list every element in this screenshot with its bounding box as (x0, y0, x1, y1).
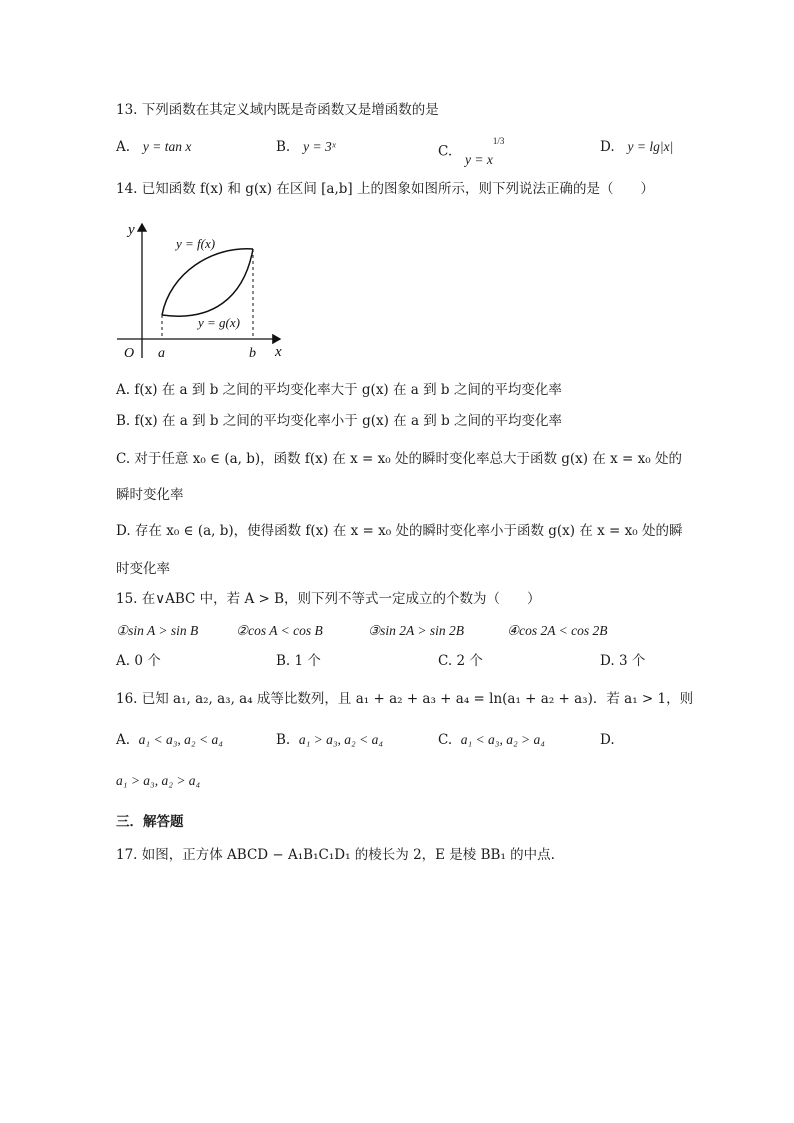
a-label: a (158, 346, 165, 361)
q17-stem: 17. 如图，正方体 ABCD − A₁B₁C₁D₁ 的棱长为 2，E 是棱 BB₁ 的中点. (116, 847, 555, 863)
q14-option-d: D. 存在 x₀ ∈ (a, b)，使得函数 f(x) 在 x = x₀ 处的瞬时变化率小于函数 g(x) 在 x = x₀ 处的瞬 (116, 523, 683, 539)
f-curve (162, 249, 253, 315)
q13-option-a (116, 138, 191, 156)
b-label: b (249, 346, 256, 361)
f-label: y = f(x) (176, 236, 216, 251)
q14-option-c: C. 对于任意 x₀ ∈ (a, b)，函数 f(x) 在 x = x₀ 处的瞬时变化率总大于函数 g(x) 在 x = x₀ 处的 (116, 451, 682, 467)
q14-option-c-cont: 瞬时变化率 (116, 487, 184, 503)
q15-option-d (600, 652, 645, 670)
g-label: y = g(x) (198, 315, 240, 330)
q14-option-b: B. f(x) 在 a 到 b 之间的平均变化率小于 g(x) 在 a 到 b 之间的平均变化率 (116, 413, 563, 429)
origin-label: O (124, 346, 135, 361)
option-expr: y = tan x (142, 139, 192, 154)
q16-option-d-expr: a₁ > a₃, a₂ > a₄ (116, 773, 201, 788)
q15-item-4: ④cos 2A < cos 2B (507, 623, 608, 638)
option-expr: y = 3ˣ (303, 139, 336, 154)
option-label: B. (276, 653, 291, 669)
q15-option-c (438, 652, 483, 670)
option-label: A. (116, 653, 131, 669)
y-axis-label: y (128, 222, 135, 238)
q16-stem: 16. 已知 a₁, a₂, a₃, a₄ 成等比数列，且 a₁ + a₂ + a₃ + a₄ = ln(a₁ + a₂ + a₃)．若 a₁ > 1，则 (116, 691, 694, 707)
option-label: C. (438, 143, 453, 160)
q15-option-b (276, 652, 321, 670)
section-heading: 三．解答题 (116, 814, 184, 830)
option-label: A. (116, 732, 131, 748)
q14-option-a: A. f(x) 在 a 到 b 之间的平均变化率大于 g(x) 在 a 到 b 之间的平均变化率 (116, 382, 562, 398)
q14-option-d-cont: 时变化率 (116, 561, 170, 577)
option-label: D. (600, 732, 615, 748)
option-text: 2 个 (456, 653, 483, 669)
q16-option-a (116, 731, 223, 749)
q15-option-a (116, 652, 161, 670)
option-expr: y = x (465, 151, 493, 167)
option-text: 3 个 (618, 653, 646, 669)
q16-option-d (600, 731, 615, 749)
q13-stem: 13. 下列函数在其定义域内既是奇函数又是增函数的是 (116, 102, 439, 118)
option-label: B. (276, 139, 291, 155)
option-label: A. (116, 139, 131, 155)
q16-option-c (438, 731, 545, 749)
option-expr: a₁ > a₃, a₂ < a₄ (298, 732, 384, 747)
q13-option-c (438, 136, 505, 167)
option-expr: a₁ < a₃, a₂ > a₄ (460, 732, 545, 747)
q15-item-1: ①sin A > sin B (116, 623, 199, 638)
q15-item-3: ③sin 2A > sin 2B (368, 623, 464, 638)
option-text: 0 个 (134, 653, 161, 669)
option-exponent: 1/3 (492, 136, 505, 146)
option-label: D. (600, 653, 615, 669)
x-axis-label: x (275, 344, 282, 360)
option-text: 1 个 (294, 653, 321, 669)
q14-function-graph (112, 218, 292, 364)
option-label: D. (600, 139, 615, 155)
q13-option-d (600, 138, 673, 156)
q15-stem: 15. 在∨ABC 中，若 A > B，则下列不等式一定成立的个数为（ ） (116, 591, 541, 607)
q15-item-2: ②cos A < cos B (236, 623, 323, 638)
q13-option-b (276, 138, 336, 156)
option-expr: y = lg|x| (627, 139, 674, 154)
option-label: C. (438, 653, 453, 669)
option-expr: a₁ < a₃, a₂ < a₄ (138, 732, 223, 747)
option-label: C. (438, 732, 453, 748)
q14-stem: 14. 已知函数 f(x) 和 g(x) 在区间 [a,b] 上的图象如图所示，则下列说法正确的是（ ） (116, 181, 654, 197)
q16-option-b (276, 731, 383, 749)
option-label: B. (276, 732, 291, 748)
